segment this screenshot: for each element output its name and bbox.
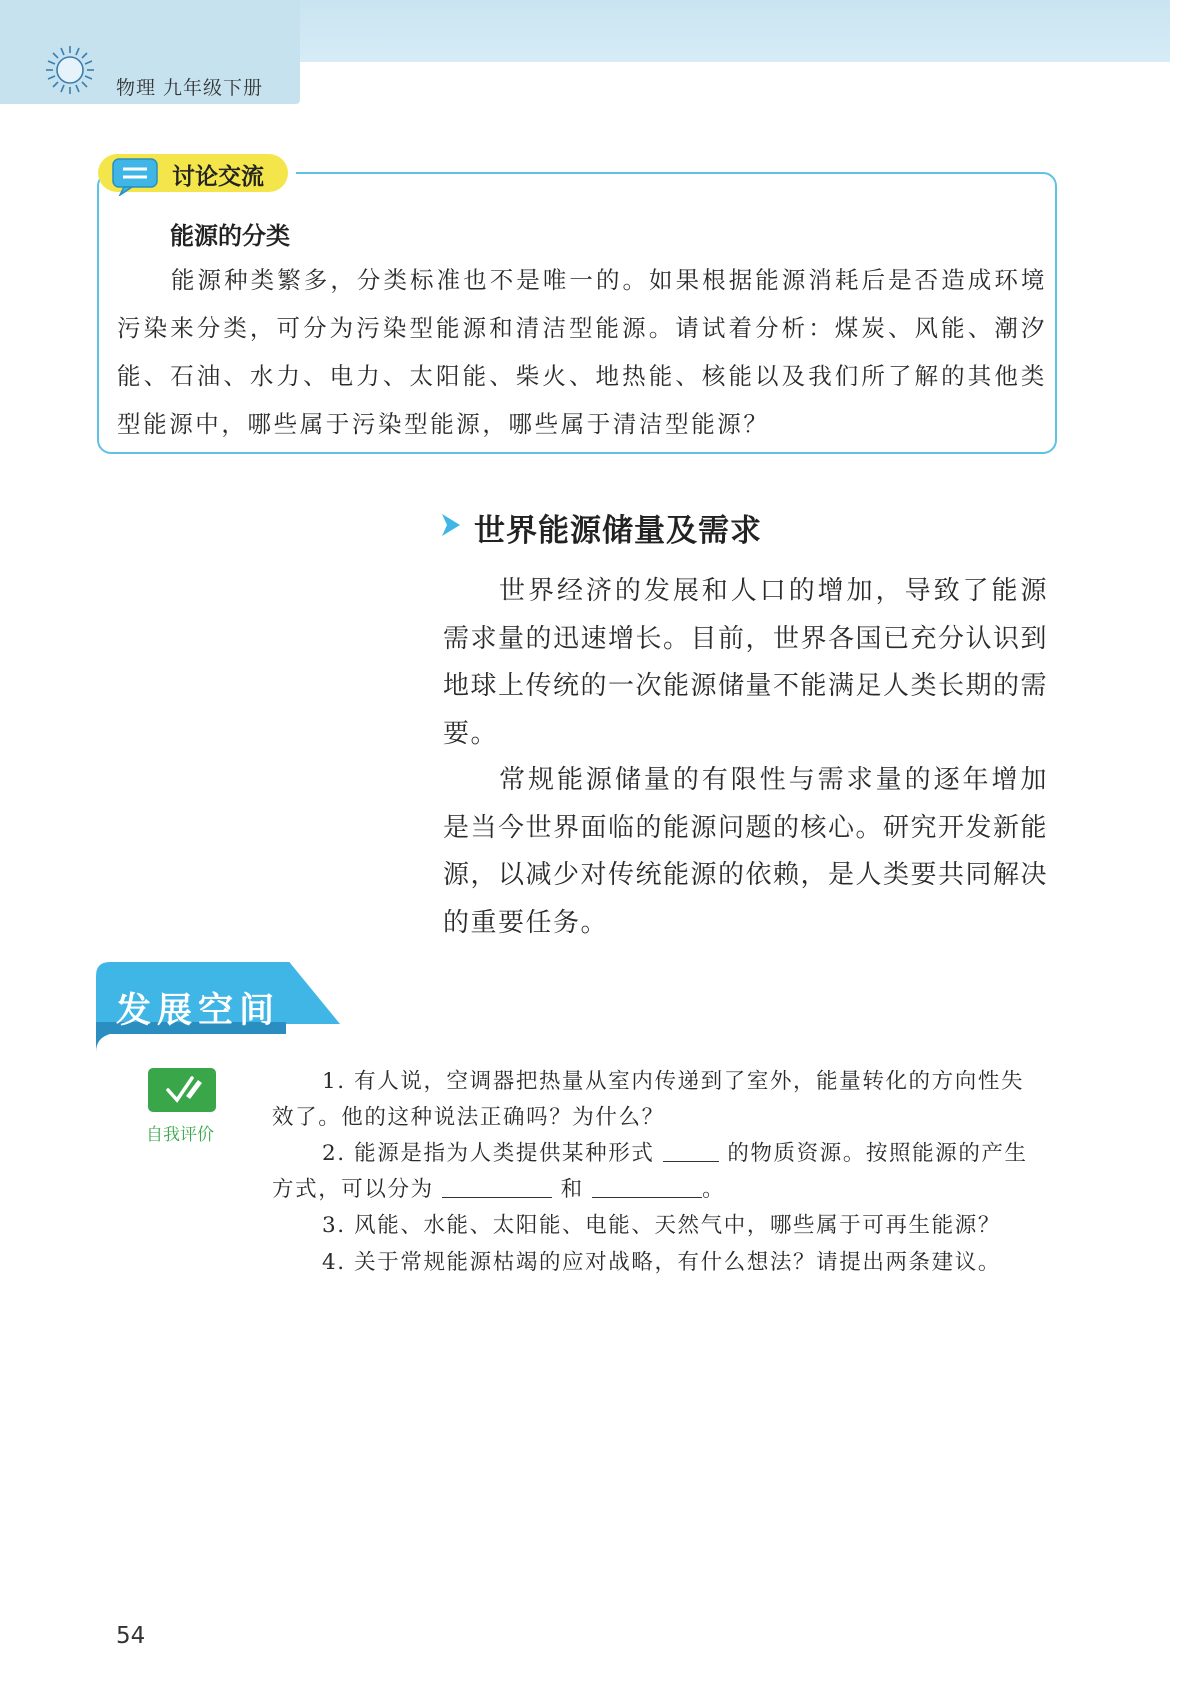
section-paragraph-2: 常规能源储量的有限性与需求量的逐年增加是当今世界面临的能源问题的核心。研究开发新能源，以减少对传统能源的依赖，是人类要共同解决的重要任务。 [443, 765, 1049, 938]
discussion-subtitle: 能源的分类 [170, 222, 290, 250]
question-2-text-c: 方式，可以分为 [272, 1177, 434, 1202]
discussion-title: 讨论交流 [172, 164, 264, 190]
question-2-line-2 [272, 1172, 725, 1208]
section-arrow-icon [440, 512, 462, 538]
question-2-text-e: 。 [702, 1177, 726, 1202]
speech-bubble-icon [108, 156, 162, 196]
discussion-paragraph: 能源种类繁多，分类标准也不是唯一的。如果根据能源消耗后是否造成环境污染来分类，可分为污染型能源和清洁型能源。请试着分析：煤炭、风能、潮汐能、石油、水力、电力、太阳能、柴火、地热能、核能以及我们所了解的其他类型能源中，哪些属于污染型能源，哪些属于清洁型能源？ [117, 266, 1047, 438]
question-2-text-a: 2. 能源是指为人类提供某种形式 [322, 1141, 655, 1166]
question-1-line-1: 1. 有人说，空调器把热量从室内传递到了室外，能量转化的方向性失 [322, 1069, 1025, 1094]
answer-blank-3[interactable] [592, 1173, 702, 1198]
question-4: 4. 关于常规能源枯竭的应对战略，有什么想法？请提出两条建议。 [322, 1250, 1001, 1275]
question-2-line-1 [322, 1136, 1028, 1172]
answer-blank-2[interactable] [442, 1173, 552, 1198]
question-2-text-d: 和 [560, 1177, 584, 1202]
pencil-check-icon [146, 1066, 218, 1114]
sun-icon [44, 44, 96, 96]
question-3: 3. 风能、水能、太阳能、电能、天然气中，哪些属于可再生能源？ [322, 1213, 1001, 1238]
section-paragraph-1: 世界经济的发展和人口的增加，导致了能源需求量的迅速增长。目前，世界各国已充分认识到地球上传统的一次能源储量不能满足人类长期的需要。 [443, 576, 1049, 749]
self-eval-label: 自我评价 [146, 1125, 214, 1145]
section-title: 世界能源储量及需求 [474, 513, 762, 549]
development-title: 发展空间 [116, 991, 281, 1031]
page-number: 54 [116, 1623, 146, 1649]
answer-blank-1[interactable] [663, 1137, 719, 1162]
book-title: 物理 九年级下册 [116, 77, 264, 99]
question-1-line-2: 效了。他的这种说法正确吗？为什么？ [272, 1105, 665, 1130]
question-2-text-b: 的物质资源。按照能源的产生 [727, 1141, 1028, 1166]
